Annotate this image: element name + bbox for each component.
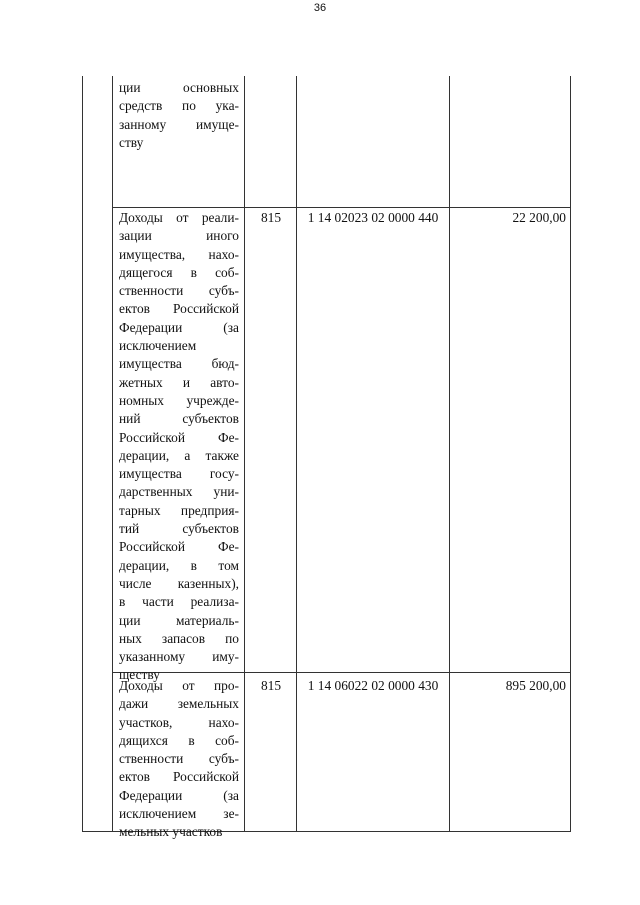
description-line: [119, 538, 239, 556]
description-line: [119, 319, 239, 337]
description-word: субъ-: [208, 283, 239, 299]
table-border-right: [570, 76, 571, 832]
description-line: [119, 116, 239, 134]
description-word: соб-: [215, 264, 239, 280]
description-word: Российской: [119, 429, 185, 445]
description-word: имущества: [119, 356, 182, 372]
description-line: [119, 282, 239, 300]
description-word: предприя-: [180, 502, 239, 518]
description-word: в: [190, 557, 197, 573]
description-word: ектов: [119, 301, 150, 317]
description-word: про-: [213, 678, 239, 693]
description-line: [119, 732, 239, 750]
description-word: ных: [119, 630, 142, 646]
description-word: имущества: [119, 466, 182, 482]
description-line: [119, 392, 239, 410]
description-word: средств: [119, 98, 163, 114]
description-line: [119, 575, 239, 593]
description-word: Федерации: [119, 319, 183, 335]
description-line: [119, 79, 239, 97]
description-word: и: [182, 374, 191, 390]
description-word: Российской: [119, 539, 185, 555]
description-word: дерации,: [119, 447, 170, 463]
description-word: части: [142, 594, 174, 610]
description-word: иму-: [212, 649, 239, 665]
description-line: [119, 677, 239, 695]
description-word: тарных: [119, 502, 161, 518]
description-word: участков,: [119, 714, 173, 730]
description-word: иного: [206, 228, 239, 244]
description-line: [119, 483, 239, 501]
row-3-description: [119, 677, 239, 842]
description-word: Российской: [173, 301, 239, 317]
description-word: земельных: [177, 696, 239, 712]
description-word: занному: [119, 116, 167, 132]
column-divider: [112, 76, 113, 832]
description-line: [119, 557, 239, 575]
description-line: [119, 502, 239, 520]
row-2-description: [119, 209, 239, 685]
description-line: [119, 465, 239, 483]
description-line: [119, 209, 239, 227]
description-word: зе-: [223, 806, 239, 822]
description-word: основных: [182, 80, 239, 95]
description-word: дерации,: [119, 557, 170, 573]
description-word: запасов: [161, 630, 206, 646]
description-word: жетных: [119, 374, 163, 390]
description-word: ний: [119, 411, 141, 427]
description-word: ции: [119, 612, 141, 628]
row-2-admin-code: 815: [260, 210, 282, 225]
row-1-description: [119, 79, 239, 152]
description-word: а: [184, 447, 191, 463]
row-3-amount: 895 200,00: [505, 678, 566, 693]
description-line: [119, 714, 239, 732]
description-word: имущества,: [119, 246, 186, 262]
page-number: 36: [313, 2, 327, 14]
description-word: в: [119, 594, 126, 610]
description-word: Российской: [173, 769, 239, 785]
column-divider: [296, 76, 297, 832]
description-line: [119, 227, 239, 245]
description-word: нахо-: [208, 246, 239, 262]
description-line: [119, 300, 239, 318]
description-line: исключением: [119, 338, 197, 354]
table-border-left: [82, 76, 83, 832]
description-word: (за: [223, 787, 239, 803]
row-3-budget-code: 1 14 06022 02 0000 430: [307, 678, 439, 693]
description-line: [119, 648, 239, 666]
description-line: [119, 695, 239, 713]
description-word: дажи: [119, 696, 149, 712]
row-2-budget-code: 1 14 02023 02 0000 440: [307, 210, 439, 225]
column-divider: [244, 76, 245, 832]
description-word: ственности: [119, 751, 184, 767]
description-line: ществу: [119, 667, 160, 683]
description-line: [119, 787, 239, 805]
description-word: числе: [119, 575, 152, 591]
description-word: зации: [119, 228, 152, 244]
description-line: [119, 410, 239, 428]
description-word: соб-: [215, 732, 239, 748]
description-line: [119, 750, 239, 768]
description-line: [119, 520, 239, 538]
description-word: номных: [119, 392, 164, 408]
description-word: нахо-: [208, 714, 239, 730]
description-line: [119, 593, 239, 611]
description-word: авто-: [210, 374, 239, 390]
description-word: учрежде-: [186, 392, 239, 408]
column-divider: [449, 76, 450, 832]
description-word: ственности: [119, 283, 184, 299]
description-word: дящихся: [119, 732, 168, 748]
description-word: казенных),: [177, 575, 239, 591]
description-word: уни-: [213, 484, 239, 500]
row-2-amount: 22 200,00: [512, 210, 566, 225]
description-word: субъектов: [182, 521, 239, 537]
description-line: [119, 429, 239, 447]
description-word: указанному: [119, 649, 186, 665]
description-word: бюд-: [211, 356, 239, 372]
description-word: также: [205, 447, 239, 463]
description-word: ука-: [215, 98, 239, 114]
description-word: ектов: [119, 769, 150, 785]
description-word: Федерации: [119, 787, 183, 803]
description-word: том: [218, 557, 239, 573]
row-3-admin-code: 815: [260, 678, 282, 693]
description-word: реали-: [201, 210, 239, 225]
description-line: [119, 355, 239, 373]
description-word: ции: [119, 80, 141, 95]
description-word: дарственных: [119, 484, 193, 500]
description-line: [119, 374, 239, 392]
description-word: от: [176, 210, 189, 225]
description-line: мельных участков: [119, 824, 223, 840]
description-word: Доходы: [119, 678, 163, 693]
description-word: исключением: [119, 806, 197, 822]
description-word: Фе-: [218, 539, 239, 555]
description-line: [119, 612, 239, 630]
description-word: Доходы: [119, 210, 163, 225]
description-line: [119, 447, 239, 465]
description-word: имуще-: [195, 116, 239, 132]
description-line: [119, 805, 239, 823]
description-word: дящегося: [119, 264, 173, 280]
description-line: ству: [119, 134, 144, 150]
row-divider: [112, 207, 571, 208]
description-word: от: [182, 678, 195, 693]
description-word: материаль-: [176, 612, 239, 628]
description-line: [119, 264, 239, 282]
description-line: [119, 630, 239, 648]
description-line: [119, 768, 239, 786]
description-word: реализа-: [190, 594, 239, 610]
description-word: в: [190, 264, 197, 280]
description-word: Фе-: [218, 429, 239, 445]
description-word: субъектов: [182, 411, 239, 427]
description-word: (за: [223, 319, 239, 335]
description-line: [119, 97, 239, 115]
description-word: в: [188, 732, 195, 748]
description-word: по: [182, 98, 196, 114]
description-word: субъ-: [208, 751, 239, 767]
description-word: по: [225, 630, 239, 646]
description-word: тий: [119, 521, 140, 537]
description-line: [119, 246, 239, 264]
description-word: госу-: [209, 466, 239, 482]
